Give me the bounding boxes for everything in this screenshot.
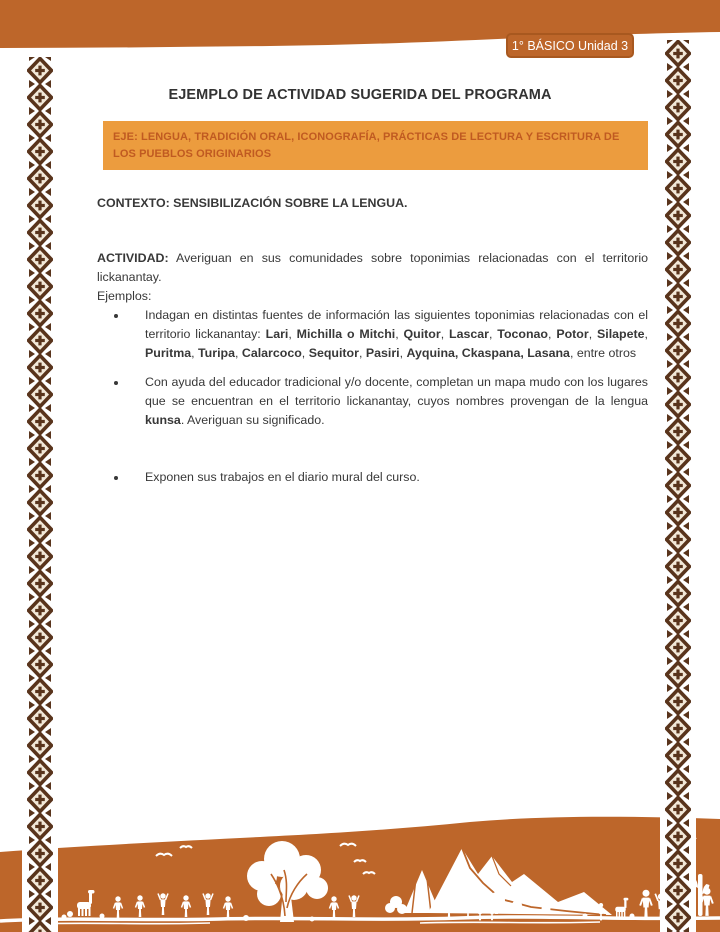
bullet-item <box>128 373 648 430</box>
unit-badge-label: 1° BÁSICO Unidad 3 <box>511 38 629 53</box>
left-border-pattern <box>22 57 58 932</box>
bullet-item <box>128 306 648 363</box>
activity-section <box>97 249 648 487</box>
bullet-text: Indagan en distintas fuentes de información las siguientes toponimias relacionadas con el territorio lickanantay: Lari, Michilla o Mitchi, Quitor, Lascar, Toconao, Potor, Silapete, Puritma, Turipa, Calarcoco, Sequitor, Pasiri, Ayquina, Ckaspana, Lasana, entre otros <box>145 308 648 360</box>
eje-banner: EJE: LENGUA, TRADICIÓN ORAL, ICONOGRAFÍA, PRÁCTICAS DE LECTURA Y ESCRITURA DE LOS PUEBLOS ORIGINARIOS <box>103 121 648 170</box>
bullet-text: Exponen sus trabajos en el diario mural del curso. <box>145 470 420 484</box>
contexto-heading: CONTEXTO: SENSIBILIZACIÓN SOBRE LA LENGUA. <box>97 196 408 210</box>
bullet-item <box>128 468 648 487</box>
bullet-text: Con ayuda del educador tradicional y/o docente, completan un mapa mudo con los lugares que se encuentran en el territorio lickanantay, cuyos nombres provengan de la lengua kunsa. Averiguan su significado. <box>145 375 648 427</box>
page-title: EJEMPLO DE ACTIVIDAD SUGERIDA DEL PROGRAMA <box>168 87 552 103</box>
right-border-pattern <box>660 40 696 932</box>
bullet-list <box>97 306 648 487</box>
actividad-paragraph: ACTIVIDAD: Averiguan en sus comunidades sobre toponimias relacionadas con el territorio lickanantay. <box>97 251 648 284</box>
ejemplos-label: Ejemplos: <box>97 289 152 303</box>
andean-pattern-icon <box>27 57 53 932</box>
unit-badge <box>506 33 634 58</box>
andean-pattern-icon <box>665 40 691 932</box>
footer-landscape-illustration <box>0 782 720 932</box>
